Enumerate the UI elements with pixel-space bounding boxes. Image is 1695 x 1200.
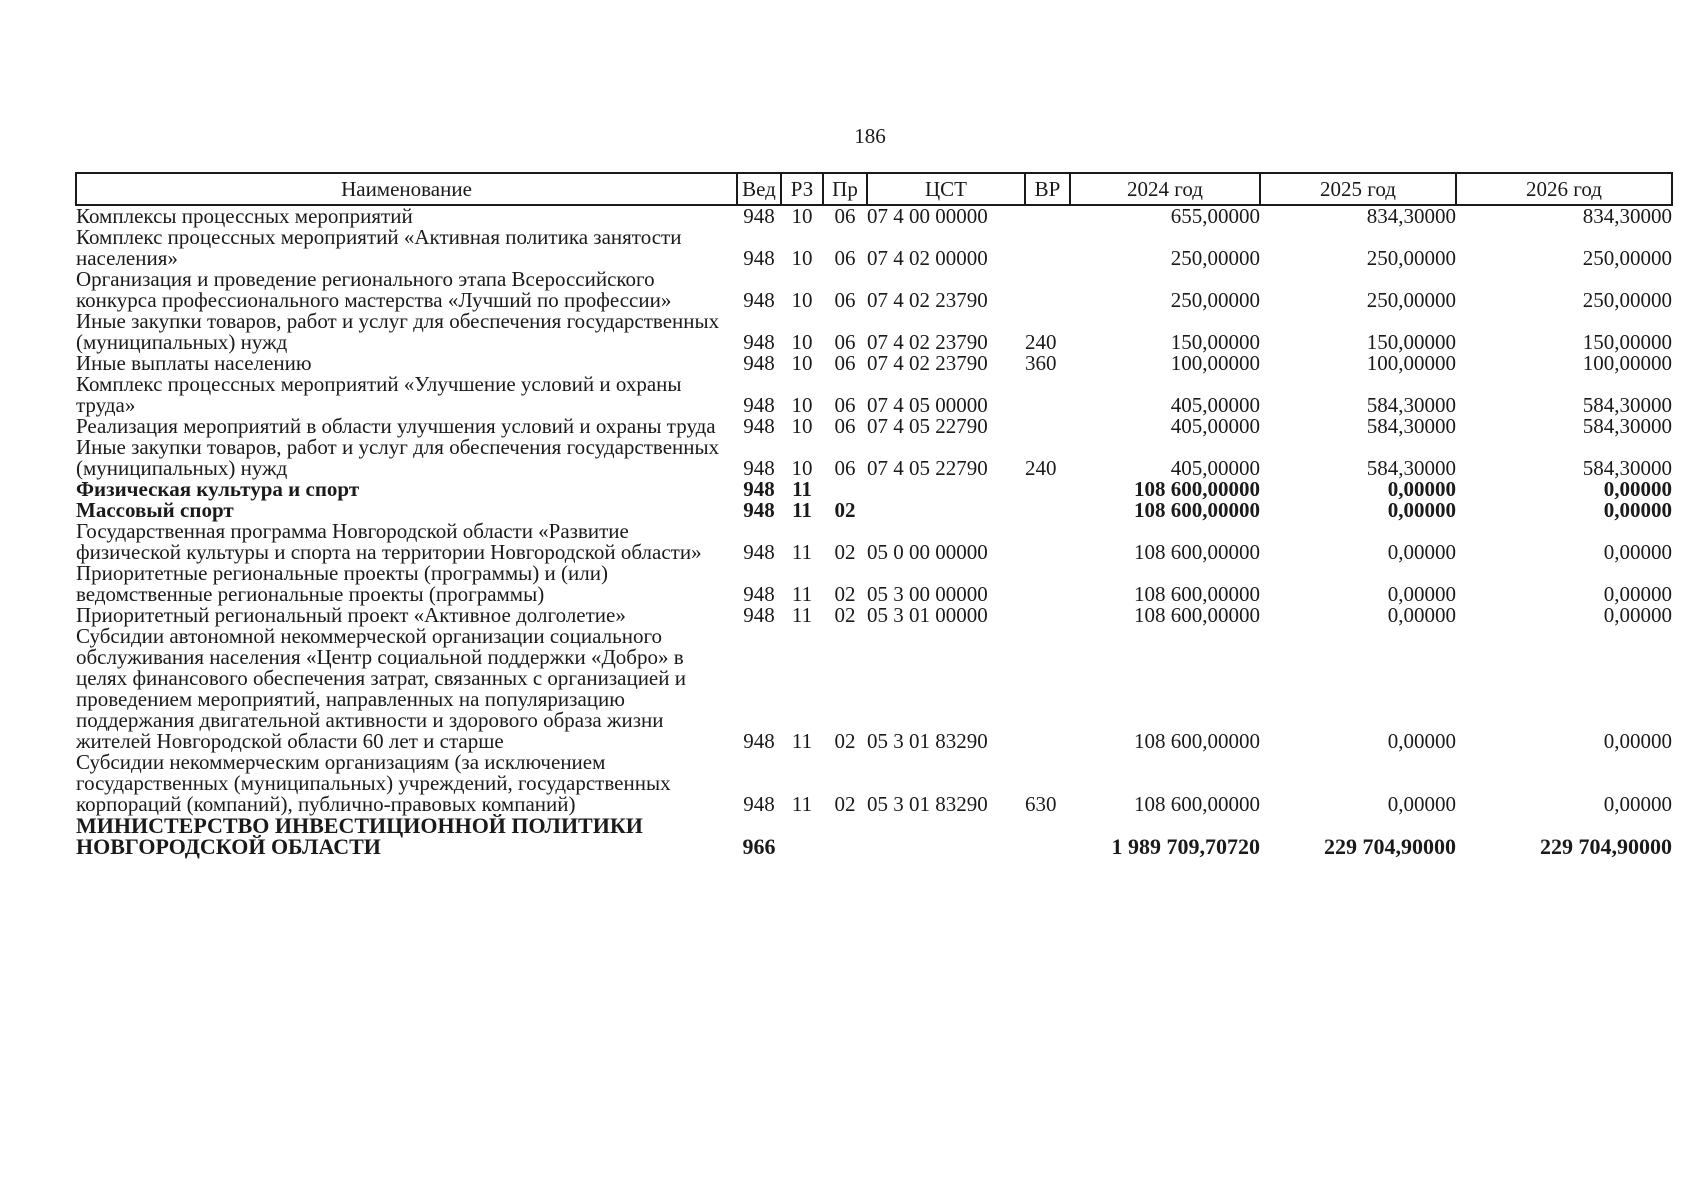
row-ved: 948 bbox=[743, 288, 775, 312]
table-row bbox=[76, 500, 1672, 521]
header-rz: РЗ bbox=[781, 173, 823, 205]
row-2026: 0,00000 bbox=[1603, 792, 1672, 816]
row-cst: 07 4 02 23790 bbox=[867, 351, 988, 375]
row-2026: 250,00000 bbox=[1582, 288, 1672, 312]
row-2024: 250,00000 bbox=[1170, 288, 1260, 312]
budget-table bbox=[75, 172, 1673, 857]
row-vr: 360 bbox=[1025, 351, 1057, 375]
header-2025: 2025 год bbox=[1260, 173, 1456, 205]
row-pr bbox=[823, 479, 867, 500]
row-name: Реализация мероприятий в области улучшения условий и охраны труда bbox=[76, 414, 716, 438]
header-2024: 2024 год bbox=[1070, 173, 1260, 205]
row-vr: 240 bbox=[1025, 456, 1057, 480]
row-2026: 250,00000 bbox=[1582, 246, 1672, 270]
row-pr: 06 bbox=[834, 204, 856, 228]
row-vr bbox=[1025, 416, 1070, 437]
row-2025: 250,00000 bbox=[1366, 288, 1456, 312]
row-2025: 0,00000 bbox=[1387, 792, 1456, 816]
row-2024: 108 600,00000 bbox=[1134, 498, 1260, 522]
table-row bbox=[76, 374, 1672, 416]
row-name: Комплексы процессных мероприятий bbox=[76, 204, 413, 228]
row-vr bbox=[1025, 605, 1070, 626]
row-2024: 405,00000 bbox=[1170, 456, 1260, 480]
table-row bbox=[76, 626, 1672, 752]
row-cst: 05 0 00 00000 bbox=[867, 540, 988, 564]
table-row bbox=[76, 269, 1672, 311]
row-ved: 948 bbox=[743, 498, 775, 522]
row-vr bbox=[1025, 479, 1070, 500]
row-ved: 948 bbox=[743, 351, 775, 375]
row-name: Приоритетные региональные проекты (программы) и (или) ведомственные региональные проекты (программы) bbox=[76, 561, 608, 606]
row-vr bbox=[1025, 626, 1070, 752]
row-rz: 10 bbox=[791, 246, 813, 270]
row-name: Организация и проведение регионального этапа Всероссийского конкурса профессионального мастерства «Лучший по профессии» bbox=[76, 267, 672, 312]
row-2026: 100,00000 bbox=[1582, 351, 1672, 375]
row-2025: 0,00000 bbox=[1387, 477, 1456, 501]
row-2026: 834,30000 bbox=[1582, 204, 1672, 228]
row-vr bbox=[1025, 815, 1070, 857]
row-ved: 948 bbox=[743, 246, 775, 270]
row-cst: 07 4 05 22790 bbox=[867, 456, 988, 480]
row-2026: 0,00000 bbox=[1603, 477, 1672, 501]
row-cst: 05 3 01 00000 bbox=[867, 603, 988, 627]
row-name: Массовый спорт bbox=[76, 498, 234, 522]
row-2026: 584,30000 bbox=[1582, 414, 1672, 438]
row-2025: 834,30000 bbox=[1366, 204, 1456, 228]
row-2026: 229 704,90000 bbox=[1540, 834, 1672, 859]
row-rz: 11 bbox=[792, 477, 812, 501]
row-pr: 02 bbox=[834, 792, 856, 816]
row-2025: 0,00000 bbox=[1387, 498, 1456, 522]
row-ved: 948 bbox=[743, 393, 775, 417]
row-name: Иные выплаты населению bbox=[76, 351, 312, 375]
row-2025: 0,00000 bbox=[1387, 582, 1456, 606]
row-pr: 06 bbox=[834, 414, 856, 438]
row-rz: 11 bbox=[792, 498, 812, 522]
row-name: Комплекс процессных мероприятий «Улучшение условий и охраны труда» bbox=[76, 372, 682, 417]
table-row bbox=[76, 563, 1672, 605]
row-2026: 0,00000 bbox=[1603, 498, 1672, 522]
row-2025: 0,00000 bbox=[1387, 729, 1456, 753]
row-vr bbox=[1025, 205, 1070, 227]
row-rz: 11 bbox=[791, 540, 813, 564]
row-pr: 06 bbox=[834, 246, 856, 270]
row-2024: 108 600,00000 bbox=[1134, 477, 1260, 501]
header-ved: Вед bbox=[737, 173, 781, 205]
row-ved: 948 bbox=[743, 456, 775, 480]
row-cst: 07 4 05 00000 bbox=[867, 393, 988, 417]
row-2024: 150,00000 bbox=[1170, 330, 1260, 354]
row-2024: 405,00000 bbox=[1170, 393, 1260, 417]
row-name: Субсидии некоммерческим организациям (за исключением государственных (муниципальных) учреждений, государственных корпораций (компаний), публично-правовых компаний) bbox=[76, 750, 671, 816]
row-2026: 584,30000 bbox=[1582, 456, 1672, 480]
row-vr bbox=[1025, 227, 1070, 269]
row-vr bbox=[1025, 269, 1070, 311]
row-2024: 405,00000 bbox=[1170, 414, 1260, 438]
row-name: Физическая культура и спорт bbox=[76, 477, 360, 501]
row-pr: 02 bbox=[834, 582, 856, 606]
row-2024: 1 989 709,70720 bbox=[1111, 834, 1260, 859]
row-rz: 11 bbox=[791, 582, 813, 606]
row-2025: 100,00000 bbox=[1366, 351, 1456, 375]
table-row bbox=[76, 437, 1672, 479]
row-ved: 948 bbox=[743, 414, 775, 438]
row-vr bbox=[1025, 563, 1070, 605]
row-pr: 02 bbox=[834, 729, 856, 753]
row-vr bbox=[1025, 500, 1070, 521]
row-name: Иные закупки товаров, работ и услуг для обеспечения государственных (муниципальных) нужд bbox=[76, 435, 720, 480]
table-row bbox=[76, 353, 1672, 374]
table-row bbox=[76, 479, 1672, 500]
row-cst bbox=[867, 815, 1025, 857]
header-name: Наименование bbox=[76, 173, 737, 205]
row-name: МИНИСТЕРСТВО ИНВЕСТИЦИОННОЙ ПОЛИТИКИ НОВГОРОДСКОЙ ОБЛАСТИ bbox=[76, 813, 643, 859]
row-cst bbox=[867, 479, 1025, 500]
row-rz: 10 bbox=[791, 288, 813, 312]
row-ved: 948 bbox=[743, 792, 775, 816]
row-vr bbox=[1025, 521, 1070, 563]
row-2024: 108 600,00000 bbox=[1134, 792, 1260, 816]
row-name: Субсидии автономной некоммерческой организации социального обслуживания населения «Центр социальной поддержки «Добро» в целях финансового обеспечения затрат, связанных с организацией и проведением мероприятий, направленных на популяризацию поддержания двигательной активности и здорового образа жизни жителей Новгородской области 60 лет и старше bbox=[76, 624, 686, 753]
row-2024: 108 600,00000 bbox=[1134, 603, 1260, 627]
table-row bbox=[76, 815, 1672, 857]
row-2025: 584,30000 bbox=[1366, 414, 1456, 438]
row-2026: 0,00000 bbox=[1603, 603, 1672, 627]
table-row bbox=[76, 752, 1672, 815]
table-row bbox=[76, 227, 1672, 269]
header-vr: ВР bbox=[1025, 173, 1070, 205]
row-rz: 10 bbox=[791, 351, 813, 375]
header-row bbox=[76, 173, 1672, 205]
row-2024: 108 600,00000 bbox=[1134, 582, 1260, 606]
row-ved: 948 bbox=[743, 582, 775, 606]
row-rz: 10 bbox=[791, 330, 813, 354]
row-2024: 108 600,00000 bbox=[1134, 729, 1260, 753]
row-pr: 02 bbox=[834, 603, 856, 627]
row-name: Иные закупки товаров, работ и услуг для обеспечения государственных (муниципальных) нужд bbox=[76, 309, 720, 354]
row-ved: 948 bbox=[743, 204, 775, 228]
table-row bbox=[76, 205, 1672, 227]
row-cst bbox=[867, 500, 1025, 521]
table-row bbox=[76, 605, 1672, 626]
row-name: Комплекс процессных мероприятий «Активная политика занятости населения» bbox=[76, 225, 682, 270]
row-2026: 0,00000 bbox=[1603, 540, 1672, 564]
row-2025: 229 704,90000 bbox=[1324, 834, 1456, 859]
row-ved: 948 bbox=[743, 540, 775, 564]
row-rz: 10 bbox=[791, 204, 813, 228]
row-name: Государственная программа Новгородской области «Развитие физической культуры и спорта на территории Новгородской области» bbox=[76, 519, 702, 564]
row-2024: 108 600,00000 bbox=[1134, 540, 1260, 564]
row-rz: 11 bbox=[791, 729, 813, 753]
row-pr: 06 bbox=[834, 456, 856, 480]
row-vr: 240 bbox=[1025, 330, 1057, 354]
row-pr: 06 bbox=[834, 393, 856, 417]
row-cst: 07 4 05 22790 bbox=[867, 414, 988, 438]
row-2025: 150,00000 bbox=[1366, 330, 1456, 354]
header-cst: ЦСТ bbox=[867, 173, 1025, 205]
row-rz: 10 bbox=[791, 414, 813, 438]
row-2024: 100,00000 bbox=[1170, 351, 1260, 375]
row-pr: 06 bbox=[834, 288, 856, 312]
row-ved: 966 bbox=[742, 834, 776, 859]
header-2026: 2026 год bbox=[1456, 173, 1672, 205]
row-cst: 07 4 02 00000 bbox=[867, 246, 988, 270]
row-ved: 948 bbox=[743, 330, 775, 354]
header-pr: Пр bbox=[823, 173, 867, 205]
row-vr: 630 bbox=[1025, 792, 1057, 816]
row-cst: 07 4 02 23790 bbox=[867, 288, 988, 312]
row-rz: 11 bbox=[791, 603, 813, 627]
row-ved: 948 bbox=[743, 603, 775, 627]
row-vr bbox=[1025, 374, 1070, 416]
table-row bbox=[76, 521, 1672, 563]
row-name: Приоритетный региональный проект «Активное долголетие» bbox=[76, 603, 626, 627]
row-2026: 0,00000 bbox=[1603, 729, 1672, 753]
row-ved: 948 bbox=[743, 477, 775, 501]
row-cst: 07 4 02 23790 bbox=[867, 330, 988, 354]
row-pr: 02 bbox=[834, 540, 856, 564]
row-2025: 0,00000 bbox=[1387, 603, 1456, 627]
row-rz: 11 bbox=[791, 792, 813, 816]
row-pr: 06 bbox=[834, 351, 856, 375]
row-pr bbox=[823, 815, 867, 857]
row-2025: 584,30000 bbox=[1366, 456, 1456, 480]
page-number: 186 bbox=[854, 124, 886, 148]
row-2025: 584,30000 bbox=[1366, 393, 1456, 417]
row-2024: 250,00000 bbox=[1170, 246, 1260, 270]
row-2025: 0,00000 bbox=[1387, 540, 1456, 564]
table-row bbox=[76, 416, 1672, 437]
row-ved: 948 bbox=[743, 729, 775, 753]
row-2026: 584,30000 bbox=[1582, 393, 1672, 417]
row-rz: 10 bbox=[791, 456, 813, 480]
row-2025: 250,00000 bbox=[1366, 246, 1456, 270]
row-2024: 655,00000 bbox=[1170, 204, 1260, 228]
row-rz bbox=[781, 815, 823, 857]
row-2026: 0,00000 bbox=[1603, 582, 1672, 606]
row-pr: 06 bbox=[834, 330, 856, 354]
row-pr: 02 bbox=[834, 498, 856, 522]
table-row bbox=[76, 311, 1672, 353]
row-2026: 150,00000 bbox=[1582, 330, 1672, 354]
row-cst: 05 3 01 83290 bbox=[867, 729, 988, 753]
row-rz: 10 bbox=[791, 393, 813, 417]
row-cst: 05 3 01 83290 bbox=[867, 792, 988, 816]
row-cst: 05 3 00 00000 bbox=[867, 582, 988, 606]
row-cst: 07 4 00 00000 bbox=[867, 204, 988, 228]
